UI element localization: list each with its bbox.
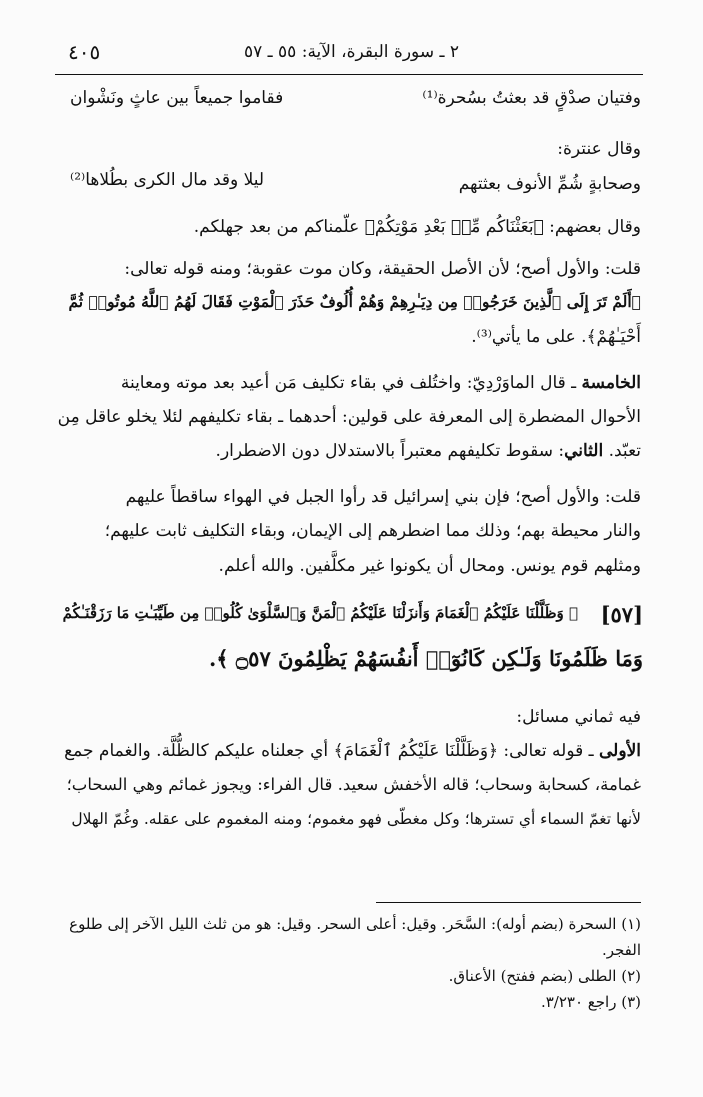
verse1-right-hemistich: وفتيان صدْقٍ قد بعثتُ بسُحرة⁽¹⁾: [422, 88, 641, 108]
paragraph-1: وقال بعضهم: ﴿بَعَثْنَاكُم مِّنۢ بَعْدِ مَوْتِكُمْ﴾ علّمناكم من بعد جهلكم.: [193, 217, 641, 237]
paragraph-2-line-1: قلت: والأول أصح؛ لأن الأصل الحقيقة، وكان موت عقوبة؛ ومنه قوله تعالى:: [124, 259, 641, 279]
paragraph-3-line-2: الأحوال المضطرة إلى المعرفة على قولين: أحدهما ـ بقاء تكليفهم لئلا يخلو عاقل مِن: [57, 407, 641, 427]
paragraph-2-line-3: أَحْيَـٰهُمْ﴾. على ما يأتي⁽³⁾.: [471, 327, 641, 347]
paragraph-3-line-3a: تعبّد.: [603, 441, 641, 461]
paragraph-3-line-3: [55, 440, 641, 462]
issue-label-fifth: الخامسة: [581, 373, 641, 393]
paragraph-6-line-2: غمامة، كسحابة وسحاب؛ قاله الأخفش سعيد. قال الفراء: ويجوز غمائم وهي السحاب؛: [66, 775, 641, 794]
footnote-3: (٣) راجع ٣/٢٣٠.: [540, 993, 641, 1011]
paragraph-6-line-3: لأنها تغمّ السماء أي تسترها؛ وكل مغطّى فهو مغموم؛ ومنه المغموم على عقله. وغُمّ الهلال: [71, 810, 641, 828]
page-number: ٤٠٥: [68, 40, 101, 64]
intro-antara: وقال عنترة:: [557, 139, 641, 159]
footnote-rule: [376, 902, 641, 903]
paragraph-3-line-1: [55, 372, 641, 394]
verse2-right-hemistich: وصحابةٍ شُمِّ الأنوف بعثتهم: [458, 174, 641, 194]
paragraph-3-line-1-text: ـ قال الماوَرْدِيّ: واختُلف في بقاء تكليف مَن أعيد بعد موته ومعاينة: [120, 373, 582, 393]
ayah-line-2: وَمَا ظَلَمُونَا وَلَـٰكِن كَانُوٓا۟ أَنفُسَهُمْ يَظْلِمُونَ ۝٥٧ ﴾.: [208, 646, 643, 671]
issue-label-first: الأولى: [599, 741, 641, 761]
ayah-number: [٥٧]: [600, 602, 643, 627]
paragraph-6-line-1: [55, 740, 641, 762]
paragraph-5: فيه ثماني مسائل:: [516, 707, 641, 727]
paragraph-2-line-2: ﴿أَلَمْ تَرَ إِلَى ٱلَّذِينَ خَرَجُوا۟ مِن دِيَـٰرِهِمْ وَهُمْ أُلُوفٌ حَذَرَ ٱلْمَوْتِ فَقَالَ لَهُمُ ٱللَّهُ مُوتُوا۟ ثُمَّ: [68, 292, 641, 311]
running-header-title: ٢ ـ سورة البقرة، الآية: ٥٥ ـ ٥٧: [243, 42, 459, 62]
paragraph-3-line-3b: : سقوط تكليفهم معتبراً بالاستدلال دون الاضطرار.: [215, 441, 565, 461]
footnote-1-line-2: الفجر.: [601, 941, 641, 959]
header-rule: [55, 74, 643, 75]
verse1-left-hemistich: فقاموا جميعاً بين عاثٍ ونَشْوان: [70, 88, 284, 108]
issue-label-second: الثاني: [564, 441, 604, 461]
paragraph-4-line-3: ومثلهم قوم يونس. ومحال أن يكونوا غير مكلَّفين. والله أعلم.: [218, 556, 641, 576]
ayah-line-1: ﴿ وَظَلَّلْنَا عَلَيْكُمُ ٱلْغَمَامَ وَأَنزَلْنَا عَلَيْكُمُ ٱلْمَنَّ وَٱلسَّلْوَىٰ كُلُوا۟ مِن طَيِّبَـٰتِ مَا رَزَقْنَـٰكُمْ: [62, 604, 578, 622]
footnote-1-line-1: (١) السحرة (بضم أوله): السَّحَر. وقيل: أعلى السحر. وقيل: هو من ثلث الليل الآخر إلى طلوع: [69, 915, 641, 933]
paragraph-6-line-1-text: ـ قوله تعالى: ﴿وَظَلَّلْنَا عَلَيْكُمُ ٱلْغَمَامَ﴾ أي جعلناه عليكم كالظُّلَّة. والغمام جمع: [64, 741, 600, 761]
paragraph-4-line-1: قلت: والأول أصح؛ فإن بني إسرائيل قد رأوا الجبل في الهواء ساقطاً عليهم: [125, 487, 641, 507]
verse2-left-hemistich: ليلا وقد مال الكرى بطُلاها⁽²⁾: [70, 170, 265, 190]
footnote-2: (٢) الطلى (بضم ففتح) الأعناق.: [448, 967, 641, 985]
paragraph-4-line-2: والنار محيطة بهم؛ وذلك مما اضطرهم إلى الإيمان، وبقاء التكليف ثابت عليهم؛: [104, 521, 641, 541]
